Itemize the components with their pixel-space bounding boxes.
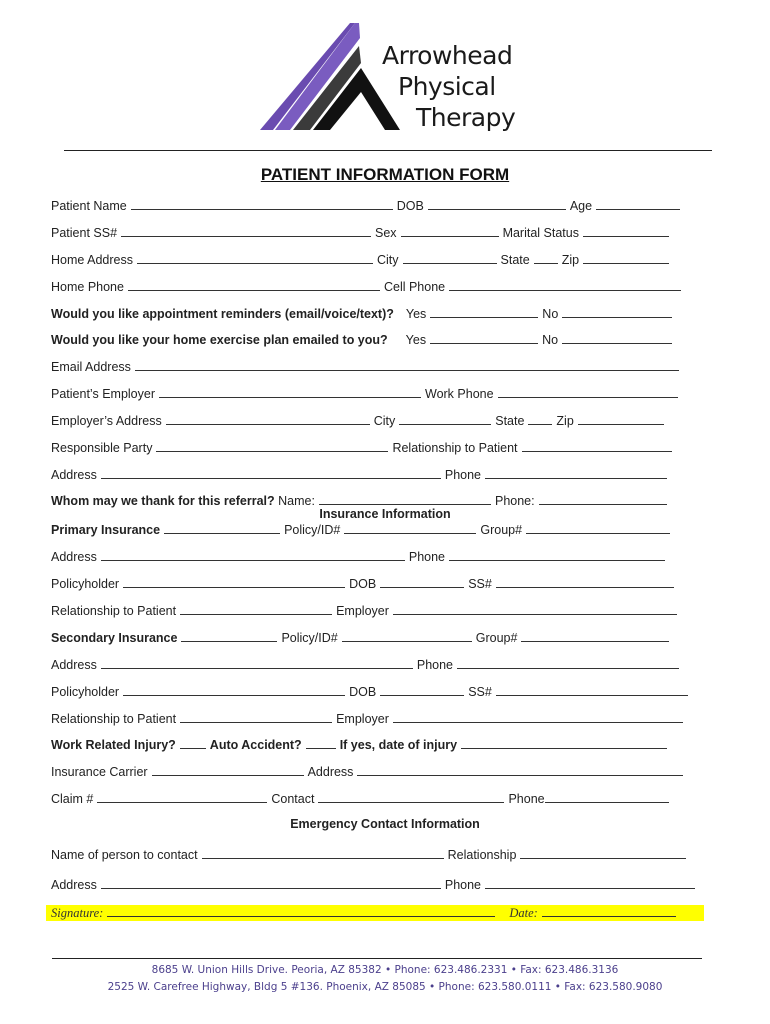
primary-group-label: Group# xyxy=(480,523,523,537)
city-field[interactable] xyxy=(403,252,497,264)
signature-label: Signature: xyxy=(51,906,104,920)
primary-policy-label: Policy/ID# xyxy=(284,523,341,537)
employer-state-field[interactable] xyxy=(528,413,552,425)
form-title: PATIENT INFORMATION FORM xyxy=(260,165,510,184)
row-responsible-party xyxy=(51,440,676,456)
home-phone-label: Home Phone xyxy=(51,280,124,294)
secondary-employer-label: Employer xyxy=(336,712,389,726)
row-primary-address xyxy=(51,549,669,565)
primary-relationship-label: Relationship to Patient xyxy=(51,604,177,618)
secondary-group-field[interactable] xyxy=(521,630,669,642)
referral-name-field[interactable] xyxy=(319,493,491,505)
primary-relationship-field[interactable] xyxy=(180,603,332,615)
work-phone-field[interactable] xyxy=(498,386,678,398)
home-address-field[interactable] xyxy=(137,252,373,264)
secondary-relationship-label: Relationship to Patient xyxy=(51,712,177,726)
email-field[interactable] xyxy=(135,359,679,371)
claim-phone-field[interactable] xyxy=(545,791,669,803)
marital-status-label: Marital Status xyxy=(502,226,579,240)
primary-ss-field[interactable] xyxy=(496,576,674,588)
responsible-party-label: Responsible Party xyxy=(51,441,153,455)
row-patient-ss xyxy=(51,225,673,241)
secondary-policyholder-field[interactable] xyxy=(123,684,345,696)
signature-date-field[interactable] xyxy=(542,906,676,917)
secondary-group-label: Group# xyxy=(475,631,518,645)
row-email xyxy=(51,359,683,375)
employer-zip-field[interactable] xyxy=(578,413,664,425)
row-primary-insurance xyxy=(51,522,674,538)
row-patient-name xyxy=(51,198,684,214)
employer-city-field[interactable] xyxy=(399,413,491,425)
row-secondary-address xyxy=(51,657,683,673)
secondary-policyholder-label: Policyholder xyxy=(51,685,120,699)
carrier-address-label: Address xyxy=(307,765,354,779)
claim-contact-field[interactable] xyxy=(318,791,504,803)
logo-line-3: Therapy xyxy=(416,103,516,132)
claim-field[interactable] xyxy=(97,791,267,803)
employer-city-label: City xyxy=(373,414,396,428)
secondary-ss-field[interactable] xyxy=(496,684,688,696)
row-home-phone xyxy=(51,279,685,295)
signature-field[interactable] xyxy=(107,906,495,917)
referral-phone-field[interactable] xyxy=(539,493,667,505)
work-phone-label: Work Phone xyxy=(425,387,494,401)
injury-date-label: If yes, date of injury xyxy=(339,738,458,752)
row-responsible-address xyxy=(51,467,671,483)
emergency-relationship-label: Relationship xyxy=(447,848,517,862)
secondary-policy-field[interactable] xyxy=(342,630,472,642)
footer-divider xyxy=(52,958,702,959)
city-label: City xyxy=(376,253,399,267)
responsible-address-field[interactable] xyxy=(101,467,441,479)
referral-question: Whom may we thank for this referral? xyxy=(51,494,275,508)
logo-line-1: Arrowhead xyxy=(382,41,513,70)
referral-name-label: Name: xyxy=(278,494,315,508)
exercise-yes-label: Yes xyxy=(405,333,427,347)
home-address-label: Home Address xyxy=(51,253,133,267)
row-emergency-address xyxy=(51,877,699,893)
dob-field[interactable] xyxy=(428,198,566,210)
primary-employer-field[interactable] xyxy=(393,603,677,615)
secondary-dob-field[interactable] xyxy=(380,684,464,696)
date-label: Date: xyxy=(509,906,538,920)
row-primary-policyholder xyxy=(51,576,678,592)
responsible-phone-label: Phone xyxy=(444,468,482,482)
primary-policyholder-label: Policyholder xyxy=(51,577,120,591)
auto-accident-label: Auto Accident? xyxy=(209,738,302,752)
primary-policy-field[interactable] xyxy=(344,522,476,534)
cell-phone-label: Cell Phone xyxy=(383,280,446,294)
reminders-yes-label: Yes xyxy=(405,307,427,321)
secondary-ss-label: SS# xyxy=(468,685,492,699)
row-employer-address xyxy=(51,413,668,429)
auto-accident-field[interactable] xyxy=(306,737,336,749)
dob-label: DOB xyxy=(396,199,424,213)
relationship-label: Relationship to Patient xyxy=(392,441,518,455)
emergency-phone-field[interactable] xyxy=(485,877,695,889)
row-exercise-plan xyxy=(51,332,676,348)
state-label: State xyxy=(500,253,530,267)
home-phone-field[interactable] xyxy=(128,279,380,291)
email-label: Email Address xyxy=(51,360,131,374)
secondary-dob-label: DOB xyxy=(349,685,377,699)
work-injury-field[interactable] xyxy=(180,737,206,749)
row-appointment-reminders xyxy=(51,306,676,322)
carrier-field[interactable] xyxy=(152,764,304,776)
row-emergency-contact xyxy=(51,847,690,863)
primary-dob-label: DOB xyxy=(349,577,377,591)
primary-group-field[interactable] xyxy=(526,522,670,534)
footer-address-phoenix: 2525 W. Carefree Highway, Bldg 5 #136. Phoenix, AZ 85085 • Phone: 623.580.0111 • Fax: 623.580.9080 xyxy=(107,981,663,993)
row-employer xyxy=(51,386,682,402)
patient-name-field[interactable] xyxy=(131,198,393,210)
logo-line-2: Physical xyxy=(398,72,496,101)
zip-label: Zip xyxy=(561,253,580,267)
claim-label: Claim # xyxy=(51,792,94,806)
patient-ss-label: Patient SS# xyxy=(51,226,118,240)
primary-dob-field[interactable] xyxy=(380,576,464,588)
exercise-yes-field[interactable] xyxy=(430,332,538,344)
primary-insurance-label: Primary Insurance xyxy=(51,523,161,537)
employer-field[interactable] xyxy=(159,386,421,398)
row-secondary-policyholder xyxy=(51,684,692,700)
primary-phone-label: Phone xyxy=(408,550,446,564)
zip-field[interactable] xyxy=(583,252,669,264)
emergency-section-header: Emergency Contact Information xyxy=(290,817,480,831)
row-primary-relationship xyxy=(51,603,681,619)
primary-address-field[interactable] xyxy=(101,549,405,561)
row-home-address xyxy=(51,252,673,268)
row-secondary-relationship xyxy=(51,711,687,727)
primary-ss-label: SS# xyxy=(468,577,492,591)
secondary-insurance-label: Secondary Insurance xyxy=(51,631,178,645)
sex-label: Sex xyxy=(375,226,397,240)
carrier-address-field[interactable] xyxy=(357,764,683,776)
employer-zip-label: Zip xyxy=(556,414,574,428)
responsible-party-field[interactable] xyxy=(156,440,388,452)
emergency-address-field[interactable] xyxy=(101,877,441,889)
secondary-address-label: Address xyxy=(51,658,97,672)
claim-phone-label: Phone xyxy=(508,792,545,806)
claim-contact-label: Contact xyxy=(271,792,315,806)
footer-address-peoria: 8685 W. Union Hills Drive. Peoria, AZ 85382 • Phone: 623.486.2331 • Fax: 623.486.3136 xyxy=(151,964,619,976)
patient-name-label: Patient Name xyxy=(51,199,127,213)
exercise-no-label: No xyxy=(542,333,559,347)
primary-address-label: Address xyxy=(51,550,97,564)
signature-bar xyxy=(46,905,704,921)
employer-label: Patient’s Employer xyxy=(51,387,155,401)
reminders-no-field[interactable] xyxy=(562,306,672,318)
referral-phone-label: Phone: xyxy=(494,494,535,508)
work-injury-label: Work Related Injury? xyxy=(51,738,176,752)
primary-policyholder-field[interactable] xyxy=(123,576,345,588)
relationship-field[interactable] xyxy=(522,440,672,452)
secondary-insurance-field[interactable] xyxy=(181,630,277,642)
injury-date-field[interactable] xyxy=(461,737,667,749)
row-insurance-carrier xyxy=(51,764,687,780)
state-field[interactable] xyxy=(534,252,558,264)
secondary-policy-label: Policy/ID# xyxy=(281,631,338,645)
secondary-relationship-field[interactable] xyxy=(180,711,332,723)
secondary-address-field[interactable] xyxy=(101,657,413,669)
sex-field[interactable] xyxy=(401,225,499,237)
insurance-section-header: Insurance Information xyxy=(319,507,451,521)
employer-address-label: Employer’s Address xyxy=(51,414,162,428)
marital-status-field[interactable] xyxy=(583,225,669,237)
age-label: Age xyxy=(569,199,593,213)
primary-phone-field[interactable] xyxy=(449,549,665,561)
reminders-no-label: No xyxy=(542,307,559,321)
logo-wordmark xyxy=(382,40,515,133)
employer-address-field[interactable] xyxy=(166,413,370,425)
age-field[interactable] xyxy=(596,198,680,210)
emergency-phone-label: Phone xyxy=(444,878,482,892)
row-secondary-insurance xyxy=(51,630,673,646)
secondary-phone-label: Phone xyxy=(416,658,454,672)
emergency-address-label: Address xyxy=(51,878,97,892)
reminders-yes-field[interactable] xyxy=(430,306,538,318)
row-injury xyxy=(51,737,671,753)
cell-phone-field[interactable] xyxy=(449,279,681,291)
carrier-label: Insurance Carrier xyxy=(51,765,148,779)
reminders-question: Would you like appointment reminders (email/voice/text)? xyxy=(51,307,394,321)
row-claim xyxy=(51,791,673,807)
employer-state-label: State xyxy=(495,414,525,428)
emergency-name-label: Name of person to contact xyxy=(51,848,198,862)
header-divider xyxy=(64,150,712,151)
primary-insurance-field[interactable] xyxy=(164,522,280,534)
emergency-name-field[interactable] xyxy=(202,847,444,859)
primary-employer-label: Employer xyxy=(336,604,389,618)
exercise-plan-question: Would you like your home exercise plan emailed to you? xyxy=(51,333,388,347)
exercise-no-field[interactable] xyxy=(562,332,672,344)
patient-ss-field[interactable] xyxy=(121,225,371,237)
responsible-address-label: Address xyxy=(51,468,97,482)
secondary-employer-field[interactable] xyxy=(393,711,683,723)
responsible-phone-field[interactable] xyxy=(485,467,667,479)
secondary-phone-field[interactable] xyxy=(457,657,679,669)
emergency-relationship-field[interactable] xyxy=(520,847,686,859)
